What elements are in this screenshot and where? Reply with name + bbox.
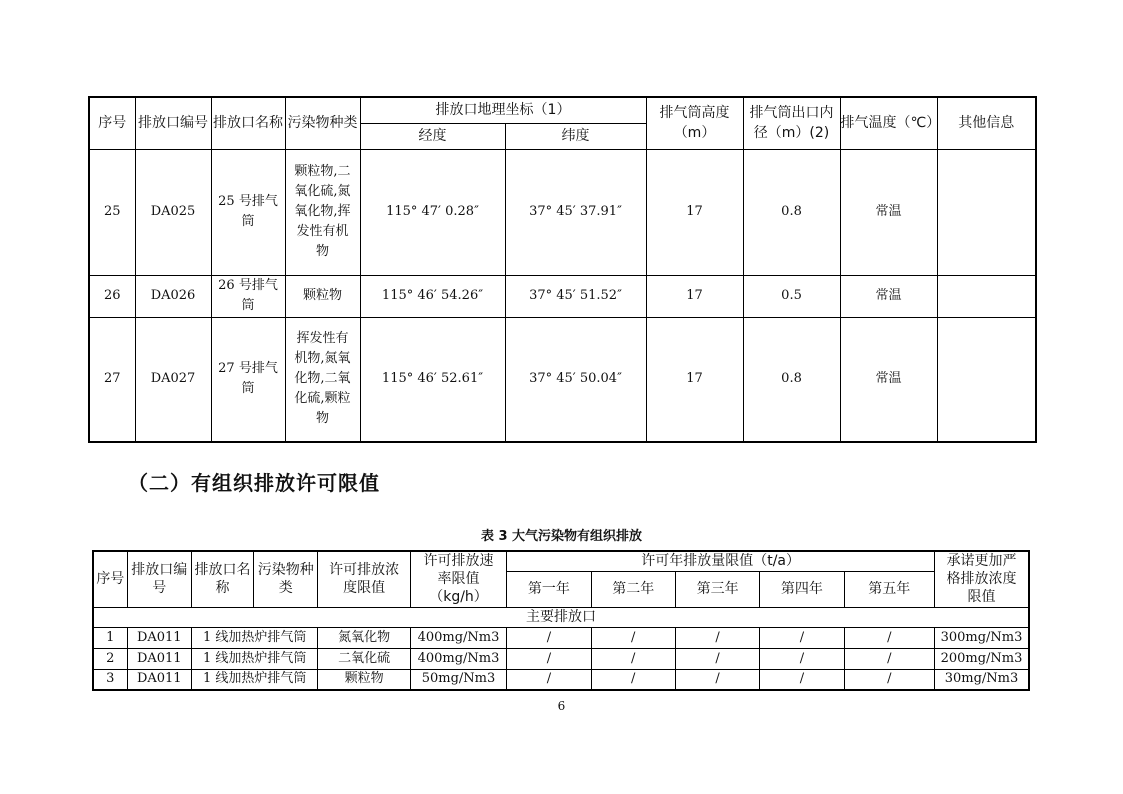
cell-other-info: [937, 275, 1036, 317]
cell-seq: 25: [89, 149, 135, 275]
cell-year-4: /: [844, 627, 934, 648]
header-year-4: 第四年: [760, 571, 844, 607]
header-outlet-code: 排放口编号: [127, 551, 191, 607]
table-row: [89, 275, 1036, 317]
header-pollutant: 污染物种类: [254, 551, 318, 607]
cell-stricter-limit: 30mg/Nm3: [935, 669, 1030, 690]
cell-outlet-name: 26 号排气筒: [211, 275, 285, 317]
cell-seq: 26: [89, 275, 135, 317]
header-other-info: 其他信息: [937, 97, 1036, 149]
cell-rate-limit: /: [507, 669, 591, 690]
cell-longitude: 115° 46′ 54.26″: [360, 275, 505, 317]
cell-other-info: [937, 317, 1036, 442]
header-annual-limit: 许可年排放量限值（t/a）: [507, 551, 935, 571]
cell-year-1: /: [591, 669, 675, 690]
table-row: [93, 648, 1029, 669]
cell-stack-height: 17: [646, 317, 743, 442]
cell-outlet-name: 1 线加热炉排气筒: [191, 669, 318, 690]
header-stricter-limit: 承诺更加严格排放浓度限值: [935, 551, 1030, 607]
header-seq: 序号: [89, 97, 135, 149]
cell-seq: 1: [93, 627, 127, 648]
cell-outlet-code: DA027: [135, 317, 211, 442]
cell-stricter-limit: 300mg/Nm3: [935, 627, 1030, 648]
cell-exhaust-temp: 常温: [840, 317, 937, 442]
cell-outlet-diameter: 0.8: [743, 317, 840, 442]
cell-outlet-diameter: 0.5: [743, 275, 840, 317]
cell-outlet-name: 25 号排气筒: [211, 149, 285, 275]
outlet-coordinates-table: [88, 96, 1037, 443]
header-outlet-diameter: 排气筒出口内径（m）(2): [743, 97, 840, 149]
cell-other-info: [937, 149, 1036, 275]
header-rate-limit: 许可排放速率限值（kg/h）: [410, 551, 506, 607]
cell-outlet-diameter: 0.8: [743, 149, 840, 275]
cell-outlet-code: DA011: [127, 627, 191, 648]
cell-concentration-limit: 50mg/Nm3: [410, 669, 506, 690]
section-title: （二）有组织排放许可限值: [128, 471, 380, 495]
cell-stack-height: 17: [646, 149, 743, 275]
header-year-2: 第二年: [591, 571, 675, 607]
header-outlet-name: 排放口名称: [191, 551, 253, 607]
cell-year-3: /: [760, 669, 844, 690]
header-concentration-limit: 许可排放浓度限值: [318, 551, 410, 607]
cell-outlet-name: 27 号排气筒: [211, 317, 285, 442]
table-row: [89, 149, 1036, 275]
header-longitude: 经度: [360, 123, 505, 149]
cell-longitude: 115° 46′ 52.61″: [360, 317, 505, 442]
cell-pollutants: 颗粒物,二氧化硫,氮氧化物,挥发性有机物: [285, 149, 360, 275]
cell-outlet-code: DA026: [135, 275, 211, 317]
cell-longitude: 115° 47′ 0.28″: [360, 149, 505, 275]
cell-year-1: /: [591, 627, 675, 648]
cell-pollutant: 颗粒物: [318, 669, 410, 690]
cell-pollutants: 挥发性有机物,氮氧化物,二氧化硫,颗粒物: [285, 317, 360, 442]
page-number: 6: [557, 699, 566, 713]
cell-year-2: /: [675, 669, 759, 690]
header-year-5: 第五年: [844, 571, 934, 607]
cell-pollutant: 氮氧化物: [318, 627, 410, 648]
cell-exhaust-temp: 常温: [840, 149, 937, 275]
cell-seq: 3: [93, 669, 127, 690]
cell-pollutants: 颗粒物: [285, 275, 360, 317]
cell-year-4: /: [844, 669, 934, 690]
cell-year-2: /: [675, 627, 759, 648]
header-outlet-name: 排放口名称: [211, 97, 285, 149]
cell-year-1: /: [591, 648, 675, 669]
cell-year-3: /: [760, 627, 844, 648]
group-label: 主要排放口: [93, 607, 1029, 627]
cell-year-4: /: [844, 648, 934, 669]
cell-outlet-code: DA025: [135, 149, 211, 275]
cell-latitude: 37° 45′ 37.91″: [505, 149, 646, 275]
header-outlet-code: 排放口编号: [135, 97, 211, 149]
header-year-1: 第一年: [507, 571, 591, 607]
cell-rate-limit: /: [507, 648, 591, 669]
cell-rate-limit: /: [507, 627, 591, 648]
cell-year-3: /: [760, 648, 844, 669]
cell-outlet-code: DA011: [127, 669, 191, 690]
cell-outlet-code: DA011: [127, 648, 191, 669]
cell-stricter-limit: 200mg/Nm3: [935, 648, 1030, 669]
cell-outlet-name: 1 线加热炉排气筒: [191, 648, 318, 669]
table-caption: 表 3 大气污染物有组织排放: [480, 529, 643, 544]
header-stack-height: 排气筒高度（m）: [646, 97, 743, 149]
header-coordinates: 排放口地理坐标（1）: [360, 97, 646, 123]
cell-exhaust-temp: 常温: [840, 275, 937, 317]
cell-concentration-limit: 400mg/Nm3: [410, 627, 506, 648]
table-row: [93, 669, 1029, 690]
cell-year-2: /: [675, 648, 759, 669]
cell-concentration-limit: 400mg/Nm3: [410, 648, 506, 669]
header-seq: 序号: [93, 551, 127, 607]
header-pollutants: 污染物种类: [285, 97, 360, 149]
cell-latitude: 37° 45′ 50.04″: [505, 317, 646, 442]
cell-seq: 2: [93, 648, 127, 669]
header-latitude: 纬度: [505, 123, 646, 149]
cell-pollutant: 二氧化硫: [318, 648, 410, 669]
cell-latitude: 37° 45′ 51.52″: [505, 275, 646, 317]
emission-limits-table: [92, 550, 1030, 691]
header-exhaust-temp: 排气温度（℃）: [840, 97, 937, 149]
cell-seq: 27: [89, 317, 135, 442]
table-row: [89, 317, 1036, 442]
cell-stack-height: 17: [646, 275, 743, 317]
header-year-3: 第三年: [675, 571, 759, 607]
cell-outlet-name: 1 线加热炉排气筒: [191, 627, 318, 648]
table-row: [93, 627, 1029, 648]
